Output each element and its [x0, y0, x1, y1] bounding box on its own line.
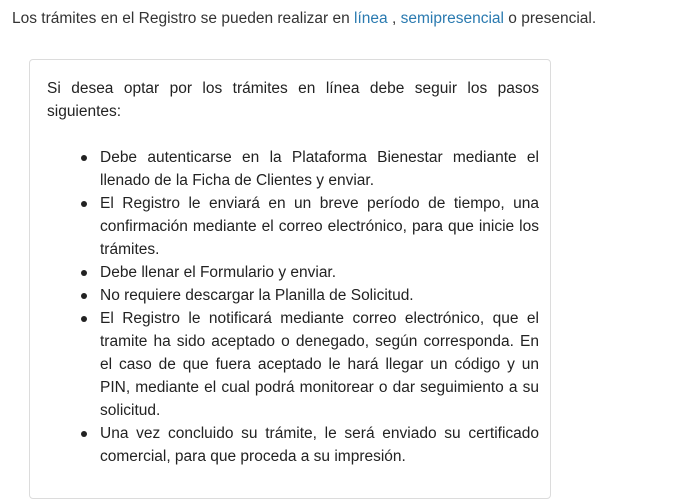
- step-item: [100, 422, 539, 468]
- steps-list: [47, 146, 539, 468]
- step-text: Una vez concluido su trámite, le será enviado su certificado comercial, para que proceda a su impresión.: [100, 425, 539, 465]
- bullet-icon: [81, 201, 87, 207]
- intro-separator: ,: [387, 10, 401, 27]
- bullet-icon: [81, 155, 87, 161]
- online-steps-card: [29, 59, 551, 499]
- step-item: [100, 261, 539, 284]
- semipresencial-link[interactable]: semipresencial: [400, 10, 504, 27]
- step-text: No requiere descargar la Planilla de Solicitud.: [100, 287, 414, 304]
- bullet-icon: [81, 316, 87, 322]
- step-item: [100, 284, 539, 307]
- step-text: Debe llenar el Formulario y enviar.: [100, 264, 337, 281]
- bullet-icon: [81, 431, 87, 437]
- step-text: El Registro le enviará en un breve período de tiempo, una confirmación mediante el correo electrónico, para que inicie los trámites.: [100, 195, 539, 258]
- step-text: Debe autenticarse en la Plataforma Bienestar mediante el llenado de la Ficha de Clientes y enviar.: [100, 149, 539, 189]
- bullet-icon: [81, 293, 87, 299]
- step-item: [100, 307, 539, 422]
- card-content: [47, 77, 539, 468]
- step-item: [100, 192, 539, 261]
- step-text: El Registro le notificará mediante correo electrónico, que el tramite ha sido aceptado o denegado, según corresponda. En el caso de que fuera aceptado le hará llegar un código y un PIN, mediante el cual podrá monitorear o dar seguimiento a su solicitud.: [100, 310, 539, 419]
- card-lead-text: Si desea optar por los trámites en línea debe seguir los pasos siguientes:: [47, 80, 539, 120]
- online-link[interactable]: línea: [354, 10, 388, 27]
- bullet-icon: [81, 270, 87, 276]
- intro-suffix: o presencial.: [503, 10, 597, 27]
- step-item: [100, 146, 539, 192]
- intro-prefix: Los trámites en el Registro se pueden realizar en: [12, 10, 355, 27]
- intro-text: [12, 8, 596, 30]
